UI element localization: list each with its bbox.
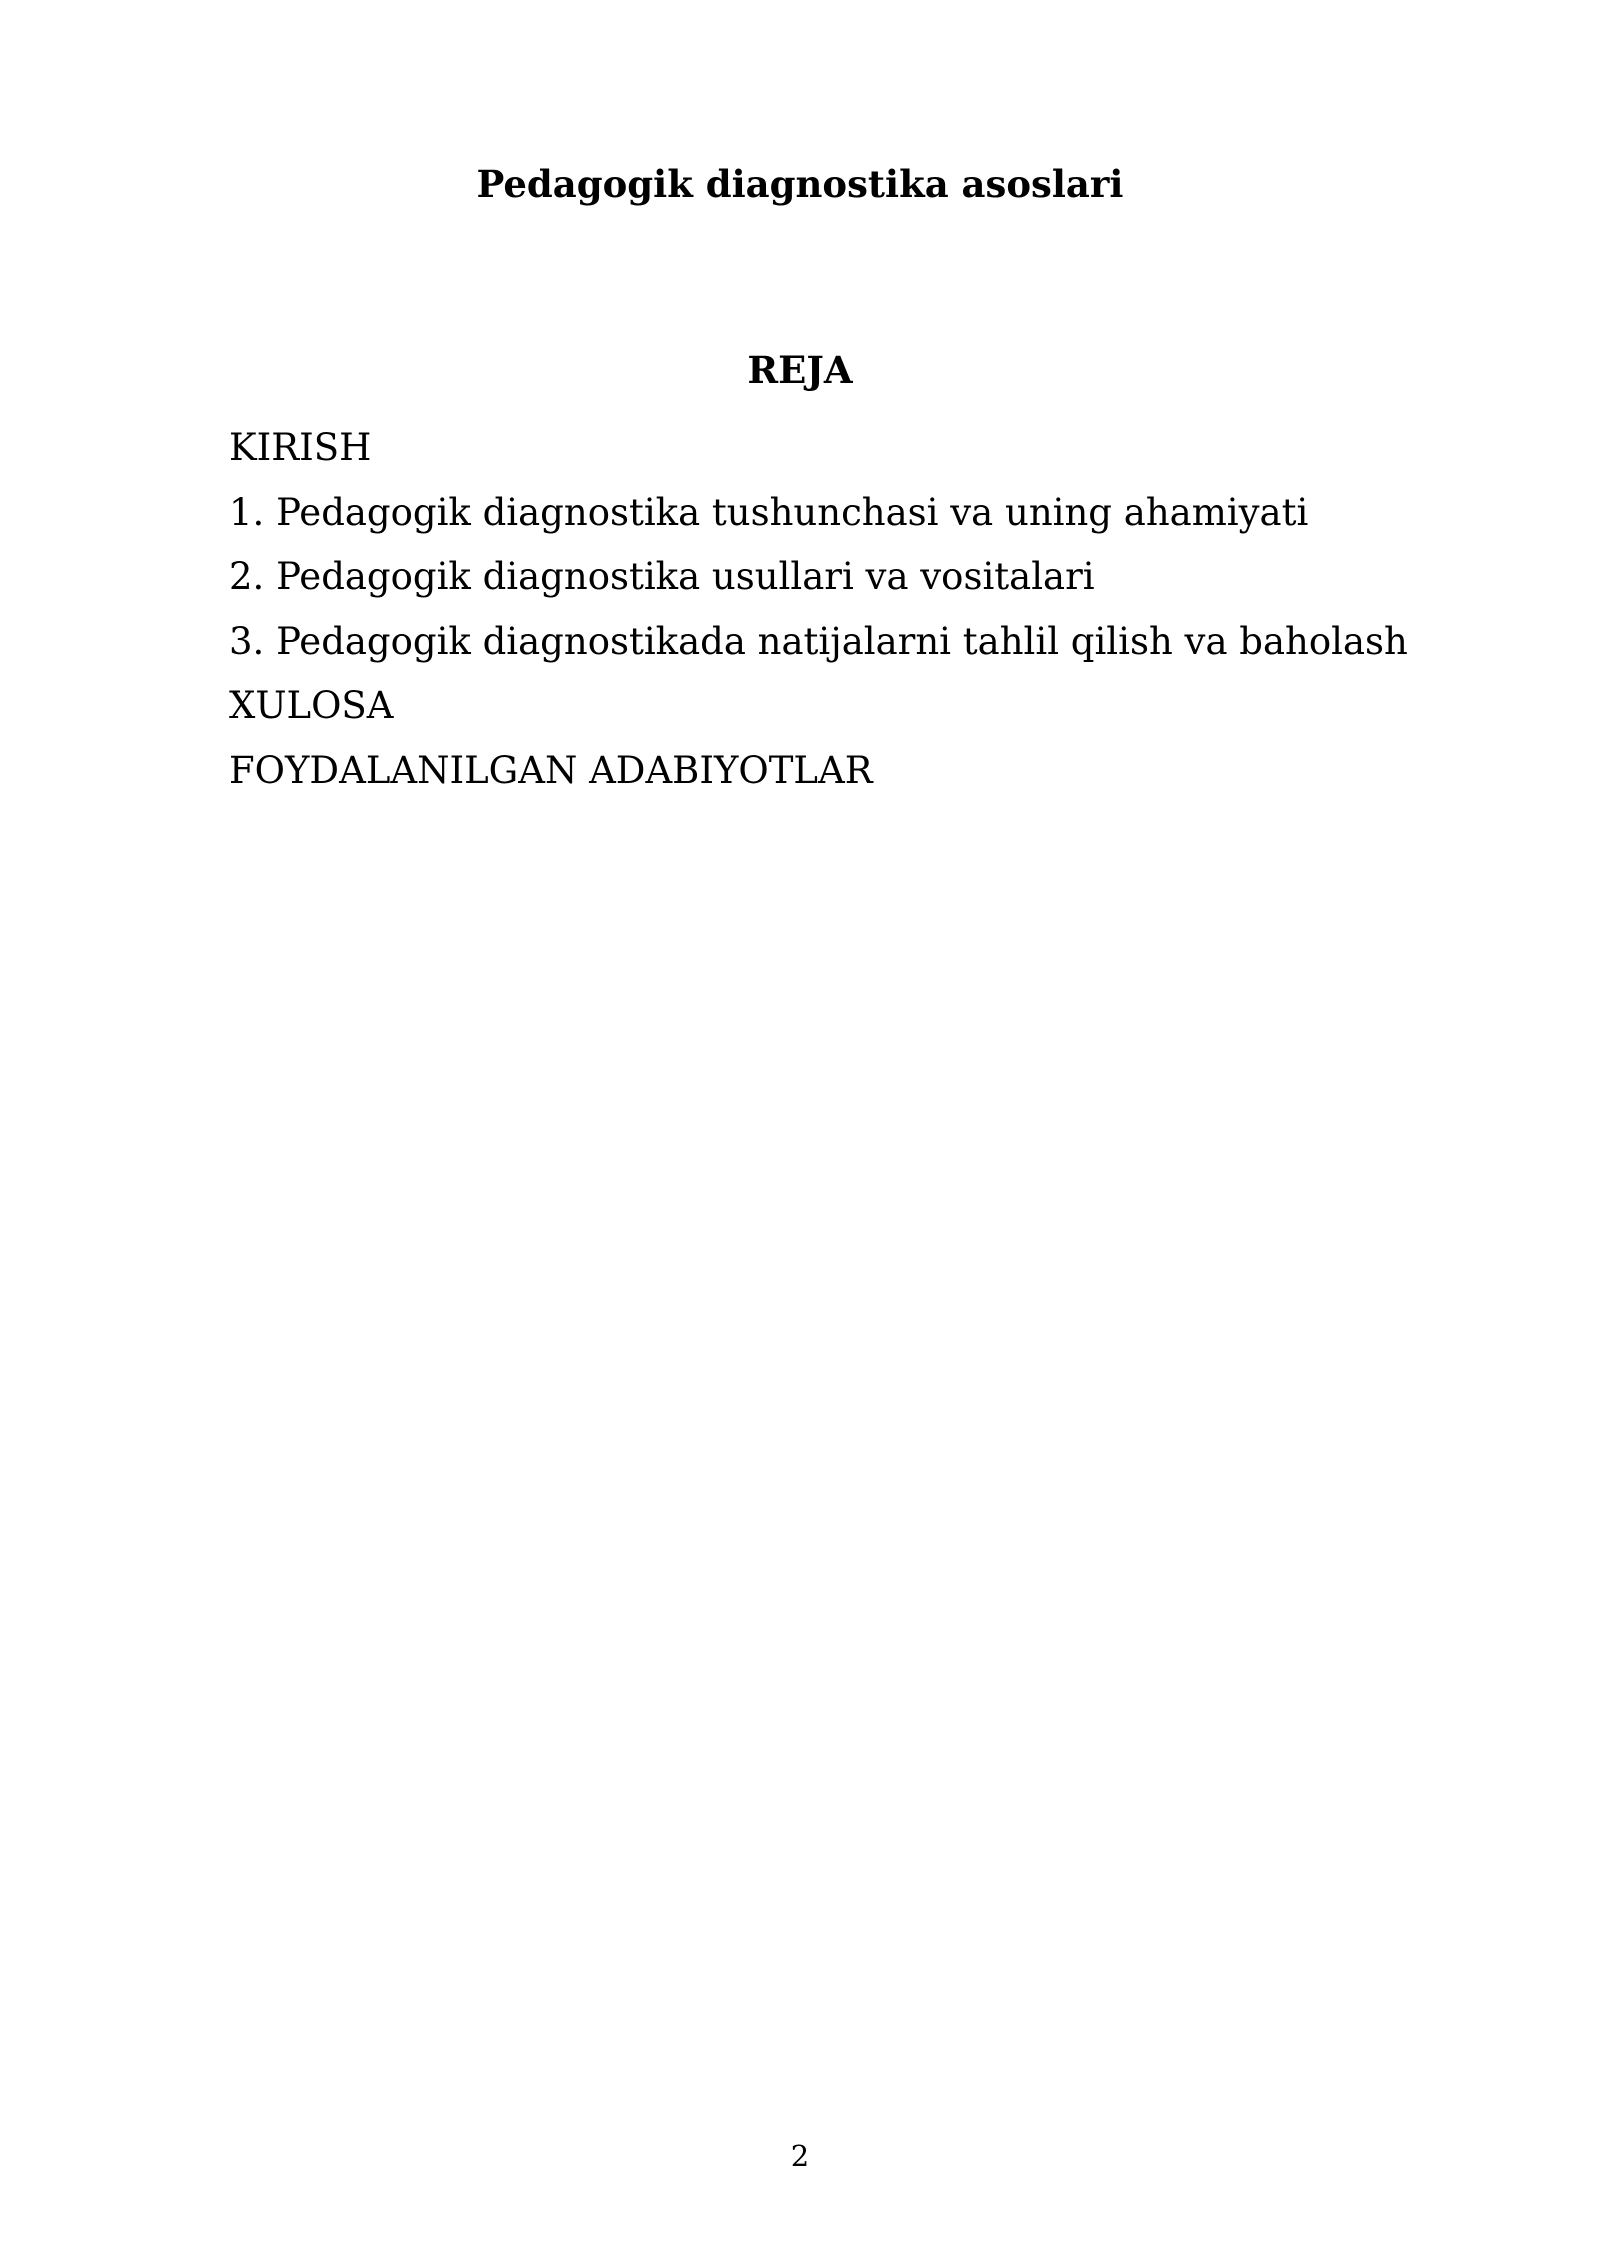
plan-item-3: 3. Pedagogik diagnostikada natijalarni tahlil qilish va baholash (229, 619, 1408, 663)
plan-item-1: 1. Pedagogik diagnostika tushunchasi va uning ahamiyati (229, 490, 1309, 534)
plan-item-conclusion: XULOSA (229, 684, 394, 727)
document-title: Pedagogik diagnostika asoslari (476, 162, 1124, 206)
plan-item-2: 2. Pedagogik diagnostika usullari va vositalari (229, 555, 1095, 598)
plan-list (229, 416, 1408, 803)
plan-heading: REJA (747, 348, 853, 392)
plan-item-references: FOYDALANILGAN ADABIYOTLAR (229, 748, 873, 792)
page-number: 2 (790, 2139, 810, 2173)
plan-item-intro: KIRISH (229, 426, 372, 469)
